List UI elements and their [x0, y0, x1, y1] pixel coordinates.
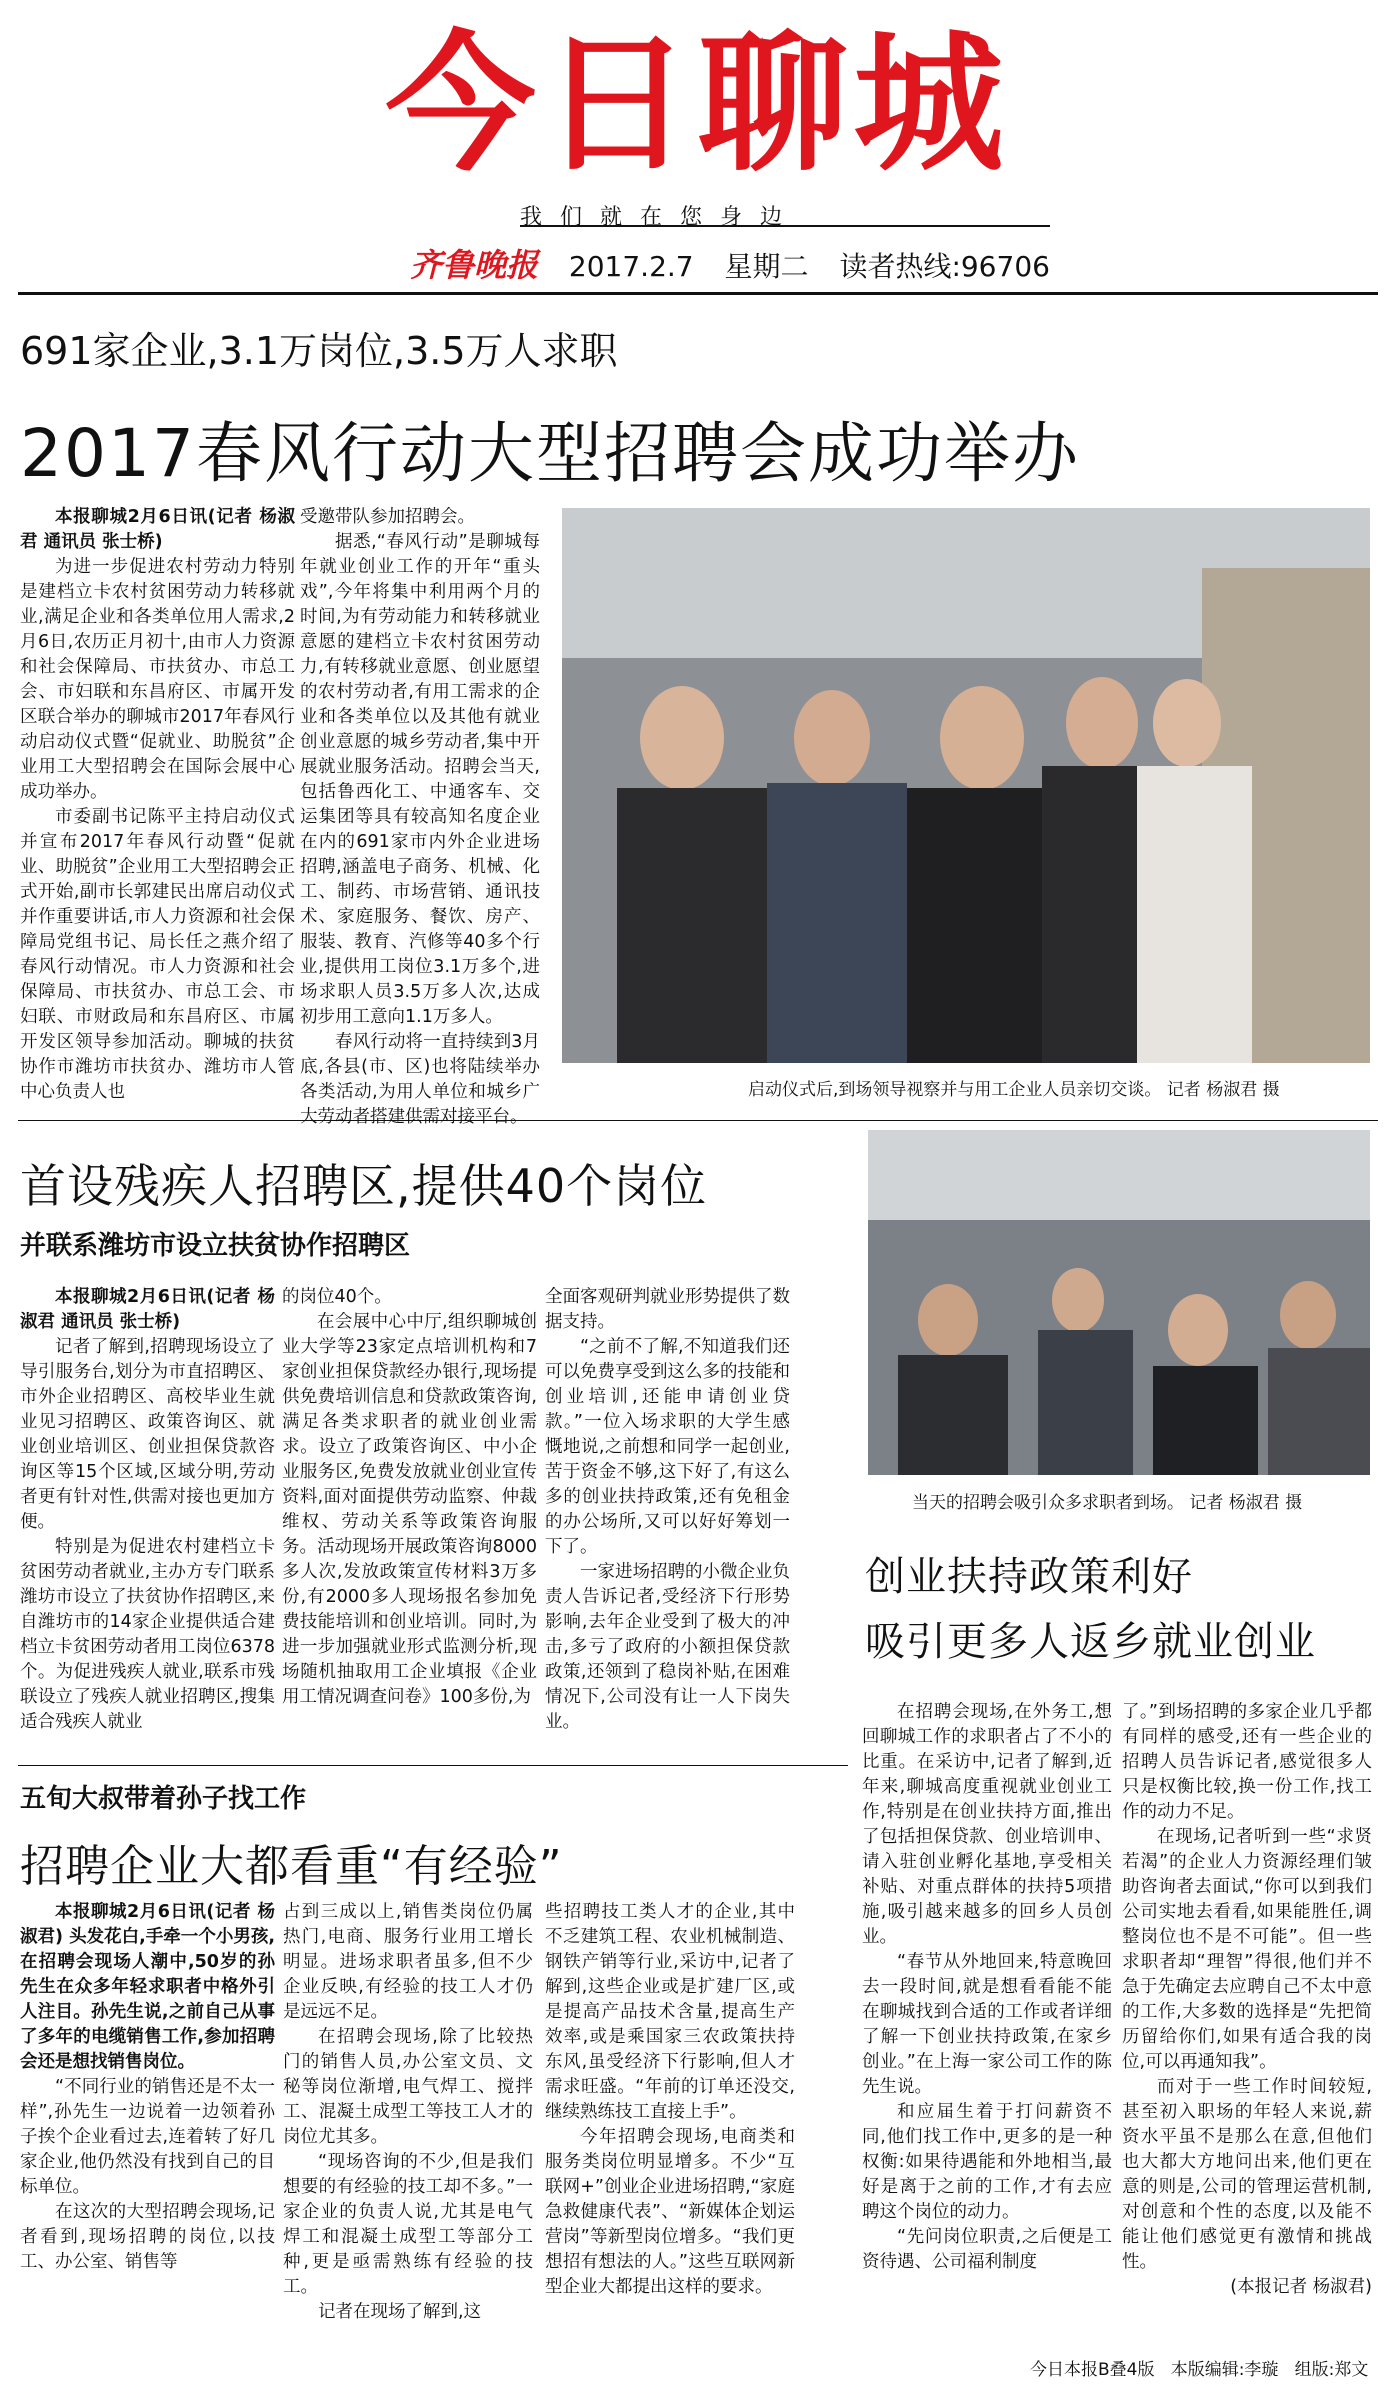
paragraph: 今年招聘会现场,电商类和服务类岗位明显增多。不少“互联网+”创业企业进场招聘,“家庭急救健康代表”、“新媒体企划运营岗”等新型岗位增多。“我们更想招有想法的人。”这些互联网新型企业大都提出这样的要求。 [545, 2127, 795, 2297]
paragraph: 些招聘技工类人才的企业,其中不乏建筑工程、农业机械制造、钢铁产销等行业,采访中,记者了解到,这些企业或是扩建厂区,或是提高产品技术含量,提高生产效率,或是乘国家三农政策扶持东风,虽受经济下行影响,但人才需求旺盛。“年前的订单还没交,继续熟练技工直接上手”。 [545, 1902, 795, 2122]
paragraph: 记者了解到,招聘现场设立了导引服务台,划分为市直招聘区、市外企业招聘区、高校毕业生就业见习招聘区、政策咨询区、就业创业培训区、创业担保贷款咨询区等15个区域,区域分明,劳动者更有针对性,供需对接也更加方便。 [20, 1337, 275, 1532]
story1-byline: 本报聊城2月6日讯(记者 杨淑君 通讯员 张士桥) [20, 507, 295, 552]
paragraph: 在这次的大型招聘会现场,记者看到,现场招聘的岗位,以技工、办公室、销售等 [20, 2202, 275, 2272]
paragraph: “先问岗位职责,之后便是工资待遇、公司福利制度 [862, 2227, 1112, 2272]
story2-col3 [545, 1285, 790, 1735]
story1-kicker: 691家企业,3.1万岗位,3.5万人求职 [20, 329, 618, 373]
paragraph: “现场咨询的不少,但是我们想要的有经验的技工却不多。”一家企业的负责人说,尤其是电气焊工和混凝土成型工等部分工种,更是亟需熟练有经验的技工。 [283, 2152, 533, 2297]
story2-col1 [20, 1285, 275, 1735]
masthead-rule [520, 225, 1050, 227]
paragraph: 占到三成以上,销售类岗位仍属热门,电商、服务行业用工增长明显。进场求职者虽多,但不少企业反映,有经验的技工人才仍是远远不足。 [283, 1902, 533, 2022]
story4-signoff: (本报记者 杨淑君) [1230, 2277, 1372, 2297]
page-footer [1030, 2355, 1368, 2380]
paragraph: 的岗位40个。 [282, 1287, 392, 1307]
paragraph: 在招聘会现场,在外务工,想回聊城工作的求职者占了不小的比重。在采访中,记者了解到,近年来,聊城高度重视就业创业工作,特别是在创业扶持方面,推出了包括担保贷款、创业培训申、请入驻创业孵化基地,享受相关补贴、对重点群体的扶持5项措施,吸引越来越多的回乡人员创业。 [862, 1702, 1112, 1947]
paragraph: 据悉,“春风行动”是聊城每年就业创业工作的开年“重头戏”,今年将集中利用两个月的时间,为有劳动能力和转移就业意愿的建档立卡农村贫困劳动力,有转移就业意愿、创业愿望的农村劳动者,有用工需求的企业和各类单位以及其他有就业创业意愿的城乡劳动者,集中开展就业服务活动。招聘会当天,包括鲁西化工、中通客车、交运集团等具有较高知名度企业在内的691家市内外企业进场招聘,涵盖电子商务、机械、化工、制药、市场营销、通讯技术、家庭服务、餐饮、房产、服装、教育、汽修等40多个行业,提供用工岗位3.1万多个,进场求职人员3.5万多人次,达成初步用工意向1.1万多人。 [300, 532, 540, 1027]
issue-date: 2017.2.7 [568, 250, 694, 283]
masthead [0, 20, 1395, 190]
page-number: 今日本报B叠4版 [1030, 2360, 1155, 2380]
story2-caption: 当天的招聘会吸引众多求职者到场。 记者 杨淑君 摄 [912, 1493, 1303, 1513]
paragraph: 本报聊城2月6日讯(记者 杨淑君) 头发花白,手牵一个小男孩,在招聘会现场人潮中,50岁的孙先生在众多年轻求职者中格外引人注目。孙先生说,之前自己从事了多年的电缆销售工作,参加招聘会还是想找销售岗位。 [20, 1902, 275, 2072]
story3-col1 [20, 1900, 275, 2275]
story2-col2 [282, 1285, 537, 1710]
masthead-info [410, 240, 1072, 286]
story3-col3 [545, 1900, 795, 2300]
paragraph: 在招聘会现场,除了比较热门的销售人员,办公室文员、文秘等岗位渐增,电气焊工、搅拌工、混凝土成型工等技工人才的岗位尤其多。 [283, 2027, 533, 2147]
story3-col2 [283, 1900, 533, 2325]
paragraph: 一家进场招聘的小微企业负责人告诉记者,受经济下行形势影响,去年企业受到了极大的冲击,多亏了政府的小额担保贷款政策,还领到了稳岗补贴,在困难情况下,公司没有让一人下岗失业。 [545, 1562, 790, 1732]
paragraph: 全面客观研判就业形势提供了数据支持。 [545, 1287, 790, 1332]
story2-subhead: 并联系潍坊市设立扶贫协作招聘区 [20, 1231, 411, 1261]
section-divider [18, 1120, 1378, 1121]
job-fair-crowd-photo [868, 1130, 1370, 1475]
paragraph: “之前不了解,不知道我们还可以免费享受到这么多的技能和创业培训,还能申请创业贷款。”一位入场求职的大学生感慨地说,之前想和同学一起创业,苦于资金不够,这下好了,有这么多的创业扶持政策,还有免租金的办公场所,又可以好好筹划一下了。 [545, 1337, 790, 1557]
issue-weekday: 星期二 [724, 250, 809, 283]
story1-headline: 2017春风行动大型招聘会成功举办 [20, 415, 1080, 492]
editor-credit: 本版编辑:李璇 [1170, 2360, 1279, 2380]
paragraph: 和应届生着于打问薪资不同,他们找工作中,更多的是一种权衡:如果待遇能和外地相当,最好是离于之前的工作,才有去应聘这个岗位的动力。 [862, 2102, 1112, 2222]
masthead-slogan: 我们就在您身边 [520, 205, 801, 230]
brand-logo: 齐鲁晚报 [410, 246, 539, 284]
paragraph: 而对于一些工作时间较短,甚至初入职场的年轻人来说,薪资水平虽不是那么在意,但他们也大都大方地问出来,他们更在意的则是,公司的管理运营机制,对创意和个性的态度,以及能不能让他们感觉更有激情和挑战性。 [1122, 2077, 1372, 2272]
story4-col1 [862, 1700, 1112, 2275]
designer-credit: 组版:郑文 [1294, 2360, 1369, 2380]
story3-headline: 招聘企业大都看重“有经验” [20, 1841, 563, 1892]
paragraph: 市委副书记陈平主持启动仪式并宣布2017年春风行动暨“促就业、助脱贫”企业用工大型招聘会正式开始,副市长郭建民出席启动仪式并作重要讲话,市人力资源和社会保障局党组书记、局长任之燕介绍了春风行动情况。市人力资源和社会保障局、市扶贫办、市总工会、市妇联、市财政局和东昌府区、市属开发区领导参加活动。聊城的扶贫协作市潍坊市扶贫办、潍坊市人管中心负责人也 [20, 807, 295, 1102]
story2-photo [868, 1130, 1370, 1475]
paragraph: 特别是为促进农村建档立卡贫困劳动者就业,主办方专门联系潍坊市设立了扶贫协作招聘区,来自潍坊市的14家企业提供适合建档立卡贫困劳动者用工岗位6378个。为促进残疾人就业,联系市残联设立了残疾人就业招聘区,搜集适合残疾人就业 [20, 1537, 275, 1732]
story2-byline: 本报聊城2月6日讯(记者 杨淑君 通讯员 张士桥) [20, 1287, 275, 1332]
story1-caption: 启动仪式后,到场领导视察并与用工企业人员亲切交谈。 记者 杨淑君 摄 [748, 1080, 1280, 1100]
paragraph: “不同行业的销售还是不太一样”,孙先生一边说着一边领着孙子挨个企业看过去,连着转了好几家企业,他仍然没有找到自己的目标单位。 [20, 2077, 275, 2197]
paragraph: 在会展中心中厅,组织聊城创业大学等23家定点培训机构和7家创业担保贷款经办银行,现场提供免费培训信息和贷款政策咨询,满足各类求职者的就业创业需求。设立了政策咨询区、中小企业服务区,免费发放就业创业宣传资料,面对面提供劳动监察、仲裁维权、劳动关系等政策咨询服务。活动现场开展政策咨询8000多人次,发放政策宣传材料3万多份,有2000多人现场报名参加免费技能培训和创业培训。同时,为进一步加强就业形式监测分析,现场随机抽取用工企业填报《企业用工情况调查问卷》100多份,为 [282, 1312, 537, 1707]
story1-col2 [300, 505, 540, 1130]
story3-kicker: 五旬大叔带着孙子找工作 [20, 1784, 307, 1814]
paragraph: “春节从外地回来,特意晚回去一段时间,就是想看看能不能在聊城找到合适的工作或者详细了解一下创业扶持政策,在家乡创业。”在上海一家公司工作的陈先生说。 [862, 1952, 1112, 2097]
paragraph: 记者在现场了解到,这 [318, 2302, 482, 2322]
story4-headline-2: 吸引更多人返乡就业创业 [865, 1619, 1316, 1665]
paragraph: 受邀带队参加招聘会。 [300, 507, 475, 527]
masthead-divider [18, 292, 1378, 295]
paragraph: 了。”到场招聘的多家企业几乎都有同样的感受,还有一些企业的招聘人员告诉记者,感觉很多人只是权衡比较,换一份工作,找工作的动力不足。 [1122, 1702, 1372, 1822]
story1-photo [562, 508, 1370, 1063]
section-divider [18, 1765, 848, 1766]
reader-hotline: 读者热线:96706 [839, 250, 1050, 283]
paragraph: 在现场,记者听到一些“求贤若渴”的企业人力资源经理们皱助咨询者去面试,“你可以到我们公司实地去看看,如果能胜任,调整岗位也不是不可能”。但一些求职者却“理智”得很,他们并不急于先确定去应聘自己不太中意的工作,大多数的选择是“先把简历留给你们,如果有适合我的岗位,可以再通知我”。 [1122, 1827, 1372, 2072]
newspaper-title: 今日聊城 [385, 18, 1010, 192]
story1-col1 [20, 505, 295, 1105]
paragraph: 春风行动将一直持续到3月底,各县(市、区)也将陆续举办各类活动,为用人单位和城乡广大劳动者搭建供需对接平台。 [300, 1032, 540, 1127]
paragraph: 为进一步促进农村劳动力特别是建档立卡农村贫困劳动力转移就业,满足企业和各类单位用人需求,2月6日,农历正月初十,由市人力资源和社会保障局、市扶贫办、市总工会、市妇联和东昌府区、市属开发区联合举办的聊城市2017年春风行动启动仪式暨“促就业、助脱贫”企业用工大型招聘会在国际会展中心成功举办。 [20, 557, 295, 802]
crowd-photo-placeholder [562, 508, 1370, 1063]
story2-headline: 首设残疾人招聘区,提供40个岗位 [20, 1159, 708, 1213]
story4-headline-1: 创业扶持政策利好 [865, 1554, 1193, 1600]
story4-col2 [1122, 1700, 1372, 2300]
